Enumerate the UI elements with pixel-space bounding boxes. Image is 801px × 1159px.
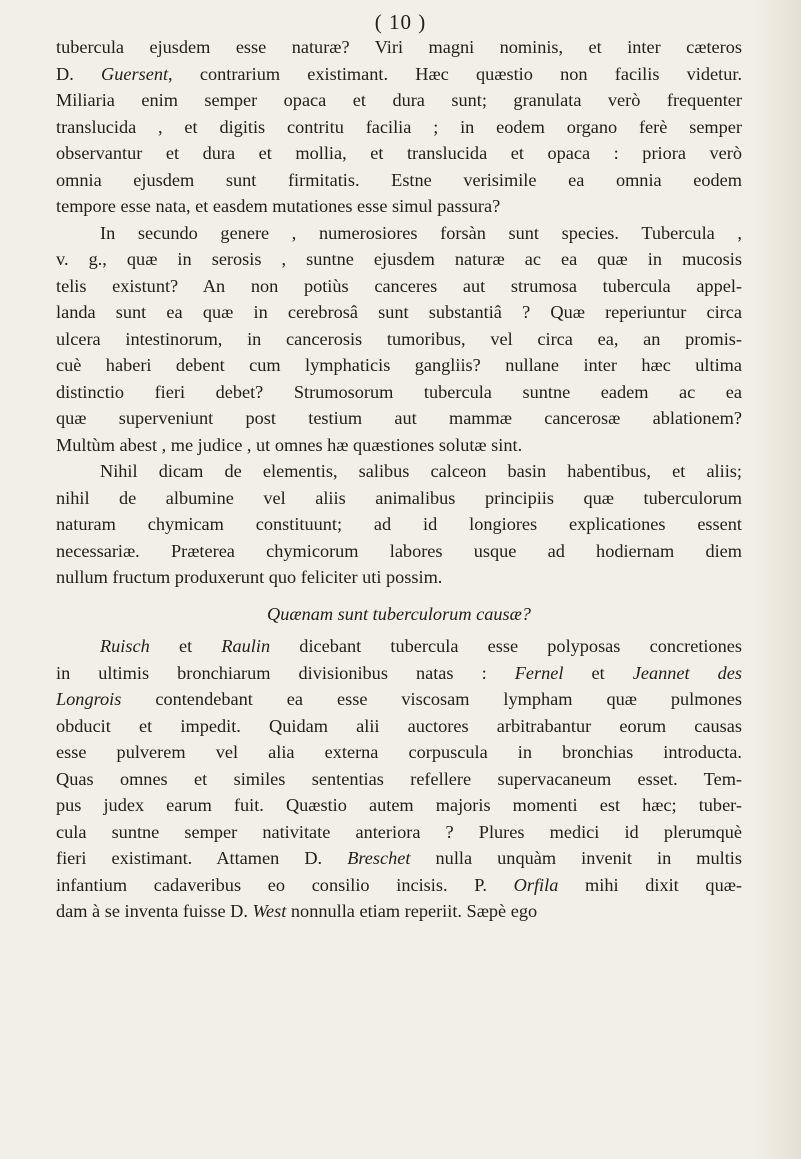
- italic-name: Ruisch: [100, 636, 150, 656]
- paragraph-3: [56, 458, 742, 591]
- text-line: cula suntne semper nativitate anteriora ? Plures medici id plerumquè: [56, 821, 742, 842]
- italic-name: Guersent: [101, 63, 169, 84]
- text-line: Quas omnes et similes sententias refellere supervacaneum esset. Tem-: [56, 768, 742, 789]
- italic-name: Longrois: [56, 689, 122, 709]
- text-line: cuè haberi debent cum lymphaticis gangliis? nullane inter hæc ultima: [56, 355, 742, 375]
- text-line: necessariæ. Præterea chymicorum labores usque ad hodiernam diem: [56, 540, 742, 561]
- text-line: landa sunt ea quæ in cerebrosâ sunt substantiâ ? Quæ reperiuntur circa: [56, 302, 742, 322]
- text-line: Nihil dicam de elementis, salibus calceon basin habentibus, et aliis;: [100, 461, 742, 481]
- italic-name: Fernel: [514, 662, 564, 683]
- text-line: dam à se inventa fuisse D. West nonnulla etiam reperiit. Sæpè ego: [56, 901, 538, 921]
- text-line: pus judex earum fuit. Quæstio autem majoris momenti est hæc; tuber-: [56, 795, 742, 815]
- text-line: tubercula ejusdem esse naturæ? Viri magni nominis, et inter cæteros: [56, 37, 742, 57]
- text-line: v. g., quæ in serosis , suntne ejusdem naturæ ac ea quæ in mucosis: [56, 249, 742, 269]
- italic-name: Orfila: [513, 874, 559, 895]
- text-line: infantium cadaveribus eo consilio incisis. P. Orfila mihi dixit quæ-: [56, 874, 742, 895]
- paragraph-4: [56, 633, 742, 925]
- text-line: translucida , et digitis contritu facilia ; in eodem organo ferè semper: [56, 116, 742, 137]
- italic-name: West: [252, 901, 287, 921]
- text-line: Miliaria enim semper opaca et dura sunt; granulata verò frequenter: [56, 90, 742, 110]
- text-line: Multùm abest , me judice , ut omnes hæ quæstiones solutæ sint.: [56, 434, 523, 455]
- text-line: distinctio fieri debet? Strumosorum tubercula suntne eadem ac ea: [56, 381, 742, 402]
- section-heading: Quænam sunt tuberculorum causæ?: [267, 603, 531, 624]
- italic-name: Breschet: [347, 848, 411, 868]
- text-line: observantur et dura et mollia, et translucida et opaca : priora verò: [56, 143, 742, 163]
- text-line: obducit et impedit. Quidam alii auctores arbitrabantur eorum causas: [56, 715, 742, 736]
- text-line: telis existunt? An non potiùs canceres aut strumosa tubercula appel-: [56, 275, 742, 296]
- page-number: ( 10 ): [374, 10, 427, 34]
- text-line: ulcera intestinorum, in cancerosis tumoribus, vel circa ea, an promis-: [56, 328, 742, 349]
- body-text: [56, 34, 742, 925]
- text-line: esse pulverem vel alia externa corpuscula in bronchias introducta.: [56, 742, 742, 762]
- text-line: naturam chymicam constituunt; ad id longiores explicationes essent: [56, 514, 742, 534]
- text-line: omnia ejusdem sunt firmitatis. Estne verisimile ea omnia eodem: [56, 169, 742, 190]
- text-line: tempore esse nata, et easdem mutationes esse simul passura?: [56, 196, 501, 216]
- text-line: Ruisch et Raulin dicebant tubercula esse polyposas concretiones: [100, 636, 742, 656]
- text-line: nullum fructum produxerunt quo feliciter uti possim.: [56, 567, 443, 587]
- text-line: quæ superveniunt post testium aut mammæ cancerosæ ablationem?: [56, 408, 742, 428]
- text-line: In secundo genere , numerosiores forsàn sunt species. Tubercula ,: [100, 222, 742, 243]
- italic-name: Raulin: [221, 636, 271, 656]
- page-edge-shadow: [755, 0, 801, 1159]
- italic-name: Jeannet des: [632, 662, 742, 683]
- text-line: Longrois contendebant ea esse viscosam lympham quæ pulmones: [56, 689, 742, 709]
- text-line: nihil de albumine vel aliis animalibus principiis quæ tuberculorum: [56, 487, 742, 508]
- text-line: in ultimis bronchiarum divisionibus natas : Fernel et Jeannet des: [56, 662, 742, 683]
- text-line: D. Guersent, contrarium existimant. Hæc quæstio non facilis videtur.: [56, 63, 742, 84]
- paragraph-2: [56, 220, 742, 459]
- paragraph-1: [56, 34, 742, 220]
- text-line: fieri existimant. Attamen D. Breschet nulla unquàm invenit in multis: [56, 848, 742, 868]
